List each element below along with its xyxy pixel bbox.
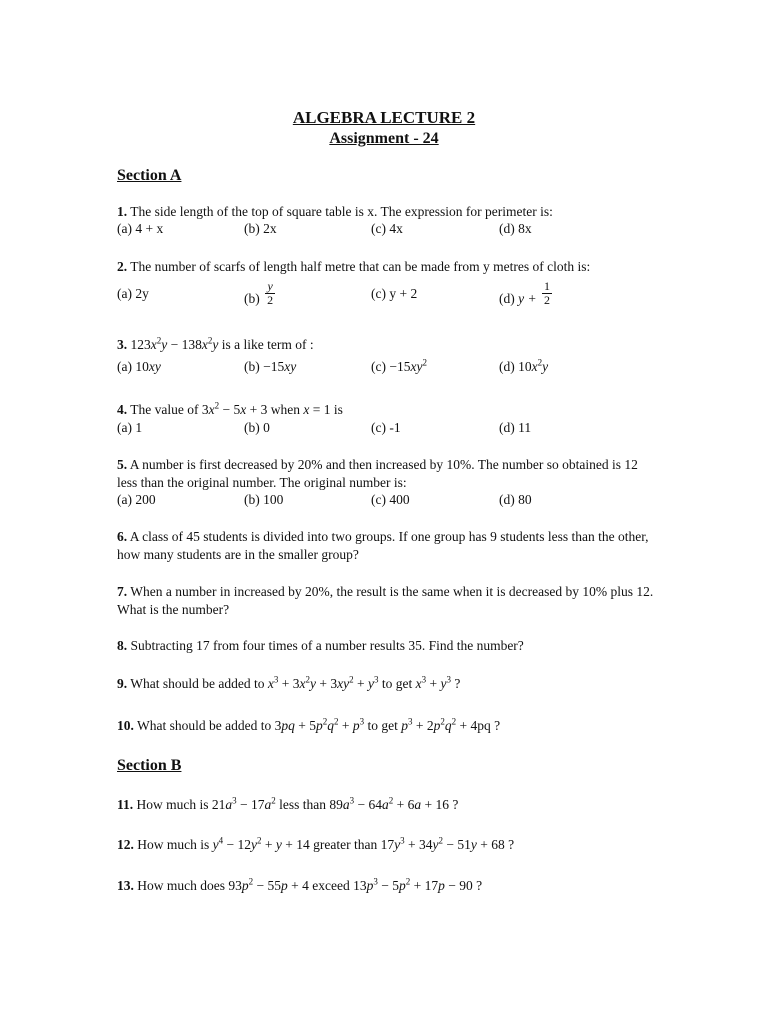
page-title: ALGEBRA LECTURE 2 [292,108,476,127]
option: $(c) -15xy^2$ [371,357,427,374]
option: (a) 1 [117,420,143,435]
section-b-heading: Section B [117,757,182,774]
question-3-options [117,359,657,379]
question-5-options [117,492,657,512]
option: (a) 4 + x [117,221,164,236]
question-2-options [117,280,657,314]
question-1-options [117,221,657,241]
page-subtitle: Assignment - 24 [329,130,439,147]
option: (a) 2y [117,286,149,301]
option: (c) 4x [371,221,403,236]
option: (a) 200 [117,492,156,507]
question-6: 6. A class of 45 students is divided into two groups. If one group has 9 students less than the other, how many students are in the smaller group? [117,529,649,562]
question-1: 1. The side length of the top of square table is x. The expression for perimeter is: [117,204,553,219]
question-13: 13. How much does $93p^2 - 55p + 4$ exceed $13p^3 - 5p^2 + 17p - 90$ ? [117,876,483,893]
question-10: 10. What should be added to $3pq + 5p^2q^2 + p^3$ to get $p^3 + 2p^2q^2 + 4pq$ ? [117,716,501,733]
option: (d) 80 [499,492,532,507]
question-3: 3. $123x^2y - 138x^2y$ is a like term of : [117,335,314,352]
section-a-heading: Section A [117,167,182,184]
option: (c) -1 [371,420,401,435]
question-8: 8. Subtracting 17 from four times of a number results 35. Find the number? [117,638,524,653]
question-12: 12. How much is $y^4 - 12y^2 + y + 14$ greater than $17y^3 + 34y^2 - 51y + 68$ ? [117,835,515,852]
option: (d) y + $\frac{1}{2}$ [499,279,550,307]
option: (b) 100 [244,492,284,507]
question-4-options [117,420,657,440]
question-2: 2. The number of scarfs of length half metre that can be made from y metres of cloth is: [117,259,591,274]
question-9: 9. What should be added to $x^3 + 3x^2y + 3xy^2 + y^3$ to get $x^3 + y^3$ ? [117,674,461,691]
question-5: 5. A number is first decreased by 20% and then increased by 10%. The number so obtained is 12 less than the original number. The original number is: [117,457,638,490]
question-7: 7. When a number in increased by 20%, the result is the same when it is decreased by 10% plus 12. What is the number? [117,584,654,617]
option: (d) 8x [499,221,532,236]
option: (b) 2x [244,221,277,236]
option: (d) $10x^2y$ [499,357,549,374]
question-4: 4. The value of $3x^2 - 5x + 3$ when x = 1 is [117,400,343,417]
option: (c) 400 [371,492,410,507]
option: (a) 10xy [117,359,161,374]
option: (b) $\frac{y}{2}$ [244,279,274,307]
option: (c) y + 2 [371,286,418,301]
option: (b) 0 [244,420,270,435]
option: (d) 11 [499,420,532,435]
option: (b) −15xy [244,359,297,374]
question-11: 11. How much is $21a^3 - 17a^2$ less than $89a^3 - 64a^2 + 6a + 16$ ? [117,795,459,812]
